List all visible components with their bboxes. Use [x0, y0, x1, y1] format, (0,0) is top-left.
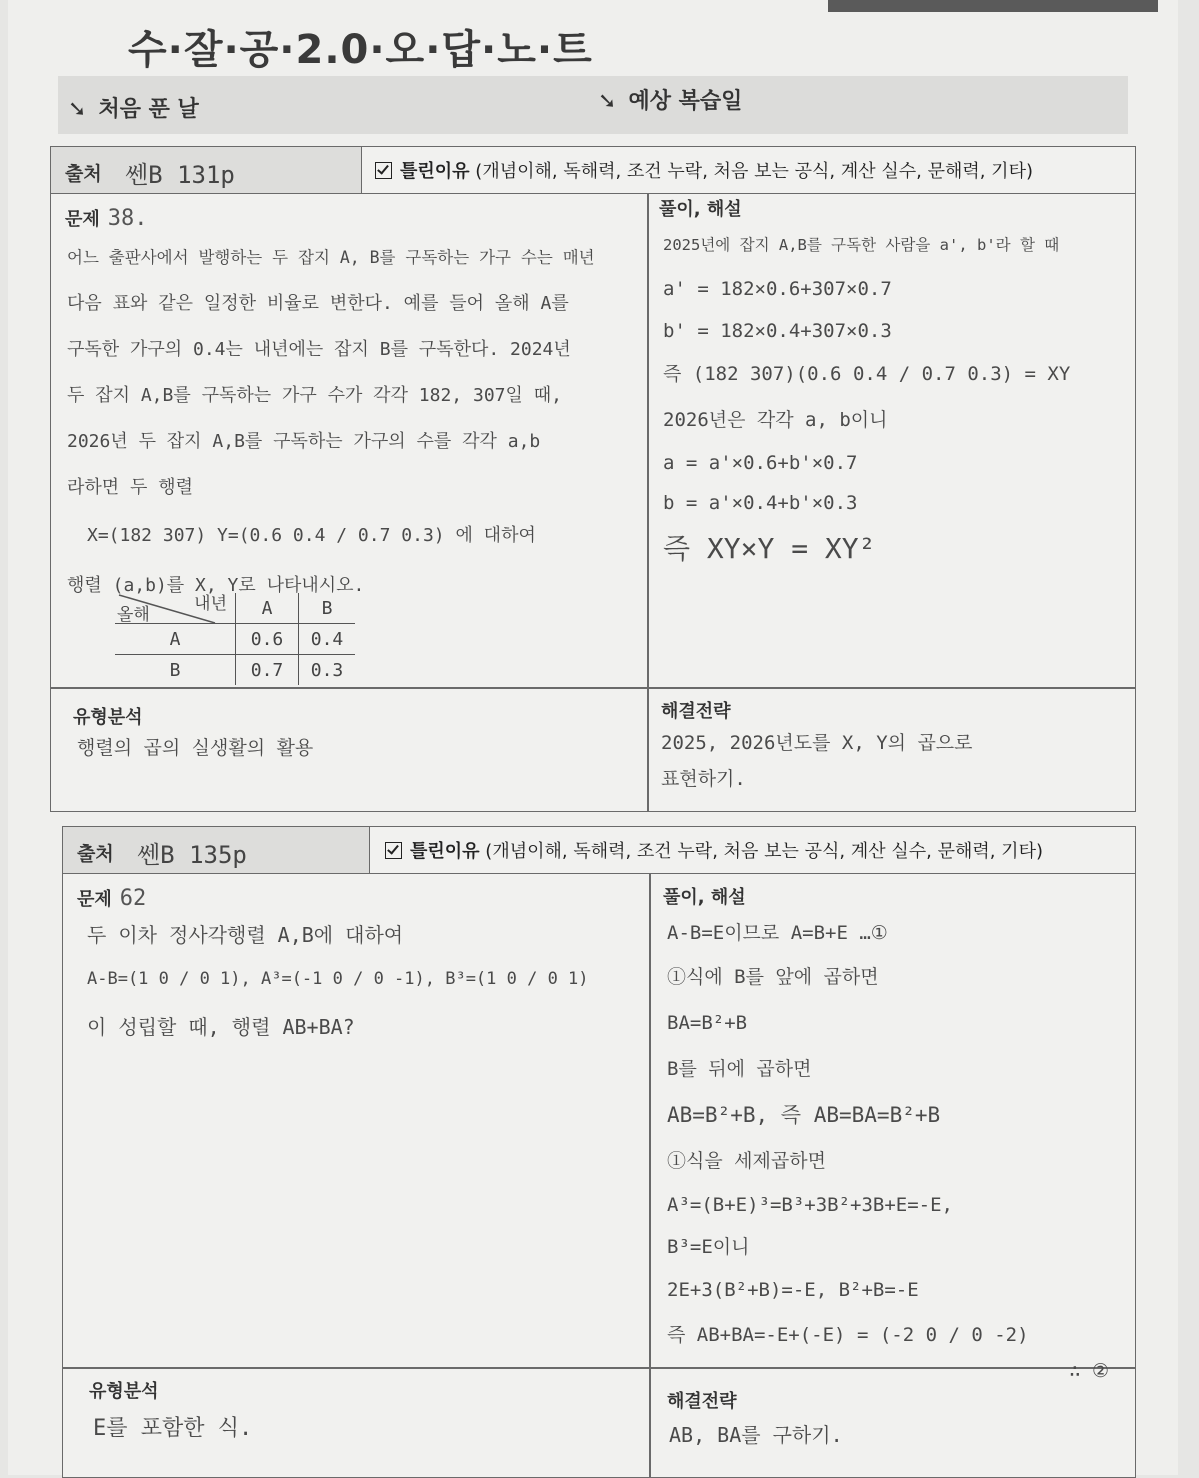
wrong-reason: 틀린이유 (개념이해, 독해력, 조건 누락, 처음 보는 공식, 계산 실수, 문해력, 기타)	[375, 157, 1033, 183]
table-row: A 0.6 0.4	[115, 624, 355, 655]
type-analysis-label: 유형분석	[73, 707, 143, 728]
problem-label: 문제 62	[77, 886, 147, 911]
answer-note-page	[8, 0, 1178, 1475]
problem-text: 두 이차 정사각행렬 A,B에 대하여 A-B=(1 0 / 0 1), A³=(-1 0 / 0 -1), B³=(1 0 / 0 1) 이 성립할 때, 행렬 AB+BA?	[87, 923, 589, 1039]
source-label: 출처	[77, 843, 114, 865]
diagonal-line	[115, 593, 219, 623]
date-header	[58, 76, 1128, 134]
arrow-icon: ➘	[598, 89, 617, 114]
source-value: 쎈B 131p	[125, 161, 235, 189]
solution-text: A-B=E이므로 A=B+E …① ①식에 B를 앞에 곱하면 BA=B²+B B를 뒤에 곱하면 AB=B²+B, 즉 AB=BA=B²+B ①식을 세제곱하면 A³=(B+E)³=B³+3B²+3B+E=-E, B³=E이니 2E+3(B²+B)=-E, B²+B=-E 즉 AB+BA=-E+(-E) = (-2 0 / 0 -2) ∴ ②	[667, 922, 1109, 1382]
type-analysis-text: 행렬의 곱의 실생활의 활용	[77, 737, 314, 759]
problem-number: 62	[119, 886, 147, 911]
row-divider	[51, 687, 1135, 689]
solution-label: 풀이, 해설	[659, 199, 742, 220]
top-dark-bar	[828, 0, 1158, 12]
problem-text: 어느 출판사에서 발행하는 두 잡지 A, B를 구독하는 가구 수는 매년 다음 표와 같은 일정한 비율로 변한다. 예를 들어 올해 A를 구독한 가구의 0.4는 내년에는 잡지 B를 구독한다. 2024년 두 잡지 A,B를 구독하는 가구 수가 각각 182, 307일 때, 2026년 두 잡지 A,B를 구독하는 가구의 수를 각각 a,b 라하면 두 행렬 X=(182 307) Y=(0.6 0.4 / 0.7 0.3) 에 대하여 행렬 (a,b)를 X, Y로 나타내시오.	[67, 248, 595, 596]
page-title: 수·잘·공·2.0·오·답·노·트	[128, 27, 593, 73]
source-value: 쎈B 135p	[137, 841, 247, 869]
note-card-2	[62, 826, 1136, 1478]
strategy-label: 해결전략	[667, 1391, 737, 1412]
strategy-text: AB, BA를 구하기.	[669, 1423, 843, 1447]
strategy-text: 2025, 2026년도를 X, Y의 곱으로 표현하기.	[661, 732, 973, 790]
strategy-label: 해결전략	[661, 701, 731, 722]
table-corner: 내년 올해	[117, 594, 227, 625]
type-analysis-label: 유형분석	[89, 1381, 159, 1402]
problem-number: 38.	[107, 206, 148, 231]
solution-label: 풀이, 해설	[663, 887, 746, 908]
type-analysis-text: E를 포함한 식.	[93, 1416, 253, 1441]
wrong-reason: 틀린이유 (개념이해, 독해력, 조건 누락, 처음 보는 공식, 계산 실수, 문해력, 기타)	[385, 837, 1043, 863]
solution-text: 2025년에 잡지 A,B를 구독한 사람을 a', b'라 할 때 a' = 182×0.6+307×0.7 b' = 182×0.4+307×0.3 즉 (182 307)(0.6 0.4 / 0.7 0.3) = XY 2026년은 각각 a, b이니 a = a'×0.6+b'×0.7 b = a'×0.4+b'×0.3 즉 XY×Y = XY²	[663, 236, 1071, 565]
review-date: ➘ 예상 복습일	[598, 89, 743, 114]
table-row: B 0.7 0.3	[115, 655, 355, 686]
card-header	[63, 827, 1135, 874]
arrow-icon: ➘	[68, 97, 87, 122]
column-divider	[649, 873, 651, 1477]
note-card-1	[50, 146, 1136, 812]
column-divider	[647, 193, 649, 811]
checkbox-icon[interactable]	[385, 842, 402, 859]
transition-table: 내년 올해 A B A 0.6 0.4 B 0.7 0.3	[115, 593, 355, 685]
source-cell	[51, 147, 362, 193]
checkbox-icon[interactable]	[375, 162, 392, 179]
first-solved-date: ➘ 처음 푼 날	[68, 97, 199, 122]
card-header	[51, 147, 1135, 194]
source-cell	[63, 827, 370, 873]
problem-label: 문제 38.	[65, 206, 148, 231]
source-label: 출처	[65, 163, 102, 185]
